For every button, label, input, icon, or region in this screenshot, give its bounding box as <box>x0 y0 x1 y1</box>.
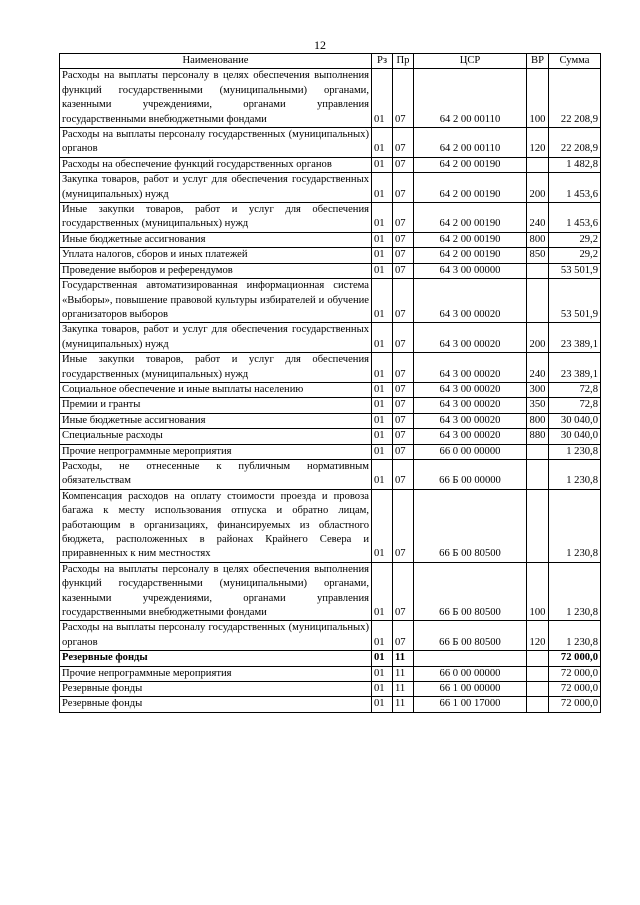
table-row <box>60 666 601 681</box>
row-vr: 880 <box>527 429 549 444</box>
row-pr: 07 <box>393 128 414 158</box>
row-sum: 1 230,8 <box>549 489 601 562</box>
row-sum: 1 482,8 <box>549 157 601 172</box>
header-sum: Сумма <box>549 54 601 69</box>
row-csr: 64 2 00 00190 <box>414 173 527 203</box>
table-row <box>60 382 601 397</box>
row-rz: 01 <box>372 489 393 562</box>
table-row <box>60 682 601 697</box>
table-row <box>60 279 601 323</box>
table-row <box>60 489 601 562</box>
row-csr: 64 2 00 00190 <box>414 248 527 263</box>
row-name: Социальное обеспечение и иные выплаты населению <box>60 382 372 397</box>
row-name: Уплата налогов, сборов и иных платежей <box>60 248 372 263</box>
row-sum: 1 230,8 <box>549 621 601 651</box>
row-name: Расходы, не отнесенные к публичным нормативным обязательствам <box>60 459 372 489</box>
row-rz: 01 <box>372 562 393 621</box>
row-rz: 01 <box>372 157 393 172</box>
row-csr: 64 2 00 00190 <box>414 203 527 233</box>
table-row <box>60 651 601 666</box>
row-name: Специальные расходы <box>60 429 372 444</box>
row-vr <box>527 279 549 323</box>
row-sum: 1 453,6 <box>549 173 601 203</box>
row-csr: 66 1 00 00000 <box>414 682 527 697</box>
row-pr: 07 <box>393 157 414 172</box>
row-csr: 66 Б 00 80500 <box>414 489 527 562</box>
row-pr: 07 <box>393 232 414 247</box>
row-name: Расходы на выплаты персоналу государственных (муниципальных) органов <box>60 128 372 158</box>
row-vr <box>527 682 549 697</box>
row-pr: 11 <box>393 651 414 666</box>
row-csr: 64 2 00 00110 <box>414 128 527 158</box>
table-row <box>60 263 601 278</box>
row-sum: 72 000,0 <box>549 697 601 712</box>
row-name: Проведение выборов и референдумов <box>60 263 372 278</box>
row-name: Расходы на выплаты персоналу в целях обеспечения выполнения функций государственными (муниципальными) органами, казенными учреждениями, органами управления государственными внебюджетными фондами <box>60 562 372 621</box>
row-pr: 07 <box>393 173 414 203</box>
row-csr: 64 2 00 00110 <box>414 69 527 128</box>
row-csr: 64 3 00 00020 <box>414 323 527 353</box>
row-vr <box>527 157 549 172</box>
row-rz: 01 <box>372 621 393 651</box>
table-row <box>60 203 601 233</box>
header-rz: Рз <box>372 54 393 69</box>
row-pr: 07 <box>393 413 414 428</box>
row-pr: 07 <box>393 69 414 128</box>
row-rz: 01 <box>372 413 393 428</box>
row-csr: 64 3 00 00020 <box>414 413 527 428</box>
row-name: Резервные фонды <box>60 697 372 712</box>
row-sum: 23 389,1 <box>549 353 601 383</box>
row-csr: 64 3 00 00020 <box>414 429 527 444</box>
row-rz: 01 <box>372 263 393 278</box>
row-sum: 23 389,1 <box>549 323 601 353</box>
row-vr <box>527 489 549 562</box>
table-row <box>60 248 601 263</box>
row-rz: 01 <box>372 128 393 158</box>
row-rz: 01 <box>372 279 393 323</box>
row-name: Компенсация расходов на оплату стоимости проезда и провоза багажа к месту использования отпуска и обратно лицам, работающим в организациях, финансируемых из областного бюджета, расположенных в районах Крайнего Севера и приравненных к ним местностях <box>60 489 372 562</box>
row-vr: 120 <box>527 128 549 158</box>
row-name: Прочие непрограммные мероприятия <box>60 666 372 681</box>
row-rz: 01 <box>372 666 393 681</box>
table-row <box>60 459 601 489</box>
row-name: Иные бюджетные ассигнования <box>60 232 372 247</box>
row-pr: 07 <box>393 444 414 459</box>
row-vr <box>527 263 549 278</box>
row-name: Резервные фонды <box>60 682 372 697</box>
row-rz: 01 <box>372 203 393 233</box>
row-pr: 07 <box>393 459 414 489</box>
table-row <box>60 157 601 172</box>
row-pr: 07 <box>393 562 414 621</box>
row-vr <box>527 459 549 489</box>
header-csr: ЦСР <box>414 54 527 69</box>
row-csr: 64 3 00 00020 <box>414 398 527 413</box>
row-pr: 07 <box>393 489 414 562</box>
row-pr: 11 <box>393 682 414 697</box>
table-row <box>60 398 601 413</box>
row-rz: 01 <box>372 682 393 697</box>
row-sum: 1 230,8 <box>549 444 601 459</box>
header-pr: Пр <box>393 54 414 69</box>
row-sum: 1 453,6 <box>549 203 601 233</box>
row-sum: 72,8 <box>549 398 601 413</box>
row-csr: 66 Б 00 00000 <box>414 459 527 489</box>
row-sum: 53 501,9 <box>549 263 601 278</box>
row-sum: 29,2 <box>549 248 601 263</box>
row-sum: 29,2 <box>549 232 601 247</box>
row-csr: 64 2 00 00190 <box>414 232 527 247</box>
row-vr: 350 <box>527 398 549 413</box>
table-row <box>60 444 601 459</box>
row-sum: 72 000,0 <box>549 651 601 666</box>
row-pr: 07 <box>393 429 414 444</box>
row-name: Иные закупки товаров, работ и услуг для обеспечения государственных (муниципальных) нужд <box>60 203 372 233</box>
row-vr: 300 <box>527 382 549 397</box>
table-row <box>60 429 601 444</box>
row-sum: 30 040,0 <box>549 413 601 428</box>
row-csr: 66 0 00 00000 <box>414 444 527 459</box>
row-pr: 07 <box>393 382 414 397</box>
row-csr: 64 3 00 00000 <box>414 263 527 278</box>
row-csr: 64 3 00 00020 <box>414 382 527 397</box>
row-name: Иные закупки товаров, работ и услуг для обеспечения государственных (муниципальных) нужд <box>60 353 372 383</box>
table-row <box>60 128 601 158</box>
page-number: 12 <box>314 38 326 52</box>
row-rz: 01 <box>372 69 393 128</box>
table-row <box>60 353 601 383</box>
row-vr: 850 <box>527 248 549 263</box>
table-row <box>60 232 601 247</box>
row-sum: 72 000,0 <box>549 682 601 697</box>
row-pr: 07 <box>393 353 414 383</box>
row-csr: 64 2 00 00190 <box>414 157 527 172</box>
row-name: Прочие непрограммные мероприятия <box>60 444 372 459</box>
row-sum: 1 230,8 <box>549 562 601 621</box>
row-name: Государственная автоматизированная информационная система «Выборы», повышение правовой культуры избирателей и обучение организаторов выборов <box>60 279 372 323</box>
row-pr: 07 <box>393 203 414 233</box>
table-row <box>60 173 601 203</box>
budget-table <box>59 53 601 713</box>
row-rz: 01 <box>372 248 393 263</box>
row-sum: 72,8 <box>549 382 601 397</box>
row-sum: 53 501,9 <box>549 279 601 323</box>
row-vr <box>527 444 549 459</box>
table-row <box>60 562 601 621</box>
row-sum: 72 000,0 <box>549 666 601 681</box>
row-rz: 01 <box>372 444 393 459</box>
row-pr: 07 <box>393 248 414 263</box>
row-pr: 07 <box>393 279 414 323</box>
row-vr: 100 <box>527 562 549 621</box>
row-rz: 01 <box>372 697 393 712</box>
row-vr <box>527 651 549 666</box>
row-vr: 200 <box>527 323 549 353</box>
table-row <box>60 323 601 353</box>
row-rz: 01 <box>372 323 393 353</box>
table-row <box>60 69 601 128</box>
row-csr: 66 0 00 00000 <box>414 666 527 681</box>
row-pr: 11 <box>393 697 414 712</box>
row-name: Закупка товаров, работ и услуг для обеспечения государственных (муниципальных) нужд <box>60 173 372 203</box>
row-name: Расходы на обеспечение функций государственных органов <box>60 157 372 172</box>
row-pr: 07 <box>393 398 414 413</box>
table-row <box>60 413 601 428</box>
row-vr <box>527 666 549 681</box>
row-name: Резервные фонды <box>60 651 372 666</box>
row-rz: 01 <box>372 232 393 247</box>
header-row <box>60 54 601 69</box>
row-sum: 1 230,8 <box>549 459 601 489</box>
header-name: Наименование <box>60 54 372 69</box>
row-sum: 30 040,0 <box>549 429 601 444</box>
row-name: Расходы на выплаты персоналу в целях обеспечения выполнения функций государственными (муниципальными) органами, казенными учреждениями, органами управления государственными внебюджетными фондами <box>60 69 372 128</box>
row-rz: 01 <box>372 459 393 489</box>
table-row <box>60 697 601 712</box>
row-rz: 01 <box>372 429 393 444</box>
row-vr: 200 <box>527 173 549 203</box>
row-name: Закупка товаров, работ и услуг для обеспечения государственных (муниципальных) нужд <box>60 323 372 353</box>
row-rz: 01 <box>372 382 393 397</box>
row-csr: 64 3 00 00020 <box>414 353 527 383</box>
row-pr: 07 <box>393 621 414 651</box>
header-vr: ВР <box>527 54 549 69</box>
row-name: Премии и гранты <box>60 398 372 413</box>
row-rz: 01 <box>372 398 393 413</box>
row-csr <box>414 651 527 666</box>
row-rz: 01 <box>372 651 393 666</box>
row-vr: 240 <box>527 353 549 383</box>
row-csr: 66 1 00 17000 <box>414 697 527 712</box>
row-rz: 01 <box>372 173 393 203</box>
row-rz: 01 <box>372 353 393 383</box>
row-vr: 240 <box>527 203 549 233</box>
table-row <box>60 621 601 651</box>
row-pr: 07 <box>393 263 414 278</box>
row-csr: 66 Б 00 80500 <box>414 562 527 621</box>
row-name: Иные бюджетные ассигнования <box>60 413 372 428</box>
row-pr: 07 <box>393 323 414 353</box>
row-sum: 22 208,9 <box>549 69 601 128</box>
row-vr <box>527 697 549 712</box>
row-name: Расходы на выплаты персоналу государственных (муниципальных) органов <box>60 621 372 651</box>
table-header <box>60 54 601 69</box>
row-pr: 11 <box>393 666 414 681</box>
row-csr: 64 3 00 00020 <box>414 279 527 323</box>
row-vr: 800 <box>527 232 549 247</box>
row-sum: 22 208,9 <box>549 128 601 158</box>
row-vr: 120 <box>527 621 549 651</box>
table-body <box>60 69 601 712</box>
row-csr: 66 Б 00 80500 <box>414 621 527 651</box>
row-vr: 100 <box>527 69 549 128</box>
row-vr: 800 <box>527 413 549 428</box>
